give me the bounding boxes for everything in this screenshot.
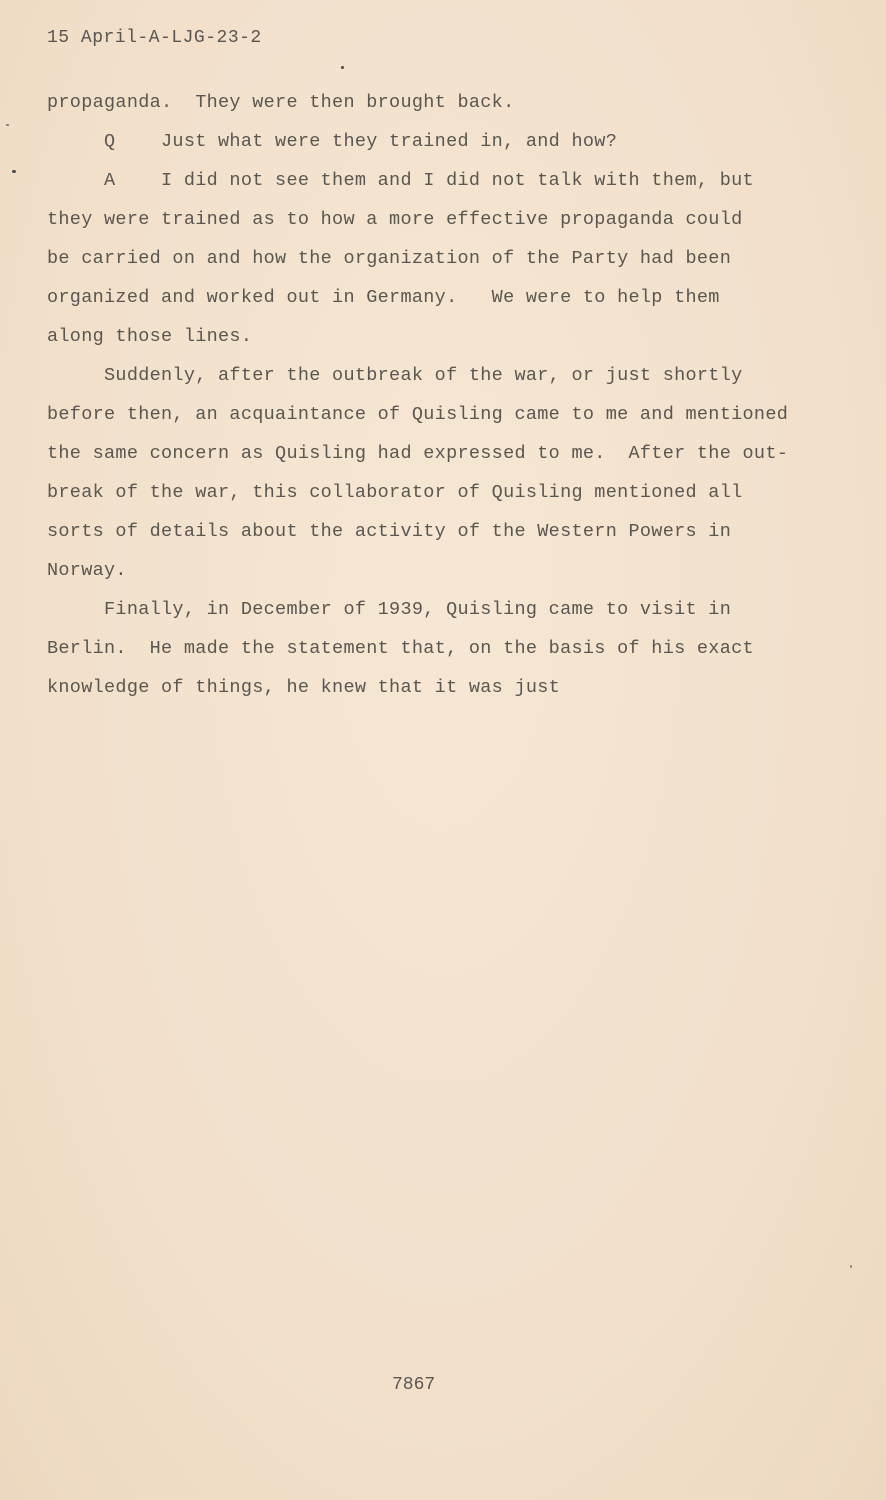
text-line: they were trained as to how a more effective propaganda could <box>47 209 743 230</box>
text-line: Finally, in December of 1939, Quisling came to visit in <box>47 599 732 620</box>
text-line: along those lines. <box>47 326 253 347</box>
text-line: A I did not see them and I did not talk with them, but <box>47 170 754 191</box>
text-line: before then, an acquaintance of Quisling came to me and mentioned <box>47 404 789 425</box>
paper-speck <box>341 66 344 69</box>
text-line: Berlin. He made the statement that, on the basis of his exact <box>47 638 754 659</box>
text-line: Q Just what were they trained in, and how? <box>47 131 618 152</box>
page-number: 7867 <box>392 1375 436 1395</box>
document-header: 15 April-A-LJG-23-2 <box>47 28 262 48</box>
text-line: break of the war, this collaborator of Quisling mentioned all <box>47 482 743 503</box>
paper-speck <box>850 1265 852 1268</box>
text-line: propaganda. They were then brought back. <box>47 92 515 113</box>
text-line: the same concern as Quisling had expressed to me. After the out- <box>47 443 789 464</box>
text-line: Suddenly, after the outbreak of the war, or just shortly <box>47 365 743 386</box>
paper-speck <box>12 170 16 173</box>
text-line: be carried on and how the organization of the Party had been <box>47 248 732 269</box>
text-line: organized and worked out in Germany. We were to help them <box>47 287 720 308</box>
document-body <box>47 83 837 707</box>
text-line: sorts of details about the activity of the Western Powers in <box>47 521 732 542</box>
text-line: Norway. <box>47 560 127 581</box>
text-line: knowledge of things, he knew that it was just <box>47 677 561 698</box>
paper-speck <box>6 124 9 126</box>
